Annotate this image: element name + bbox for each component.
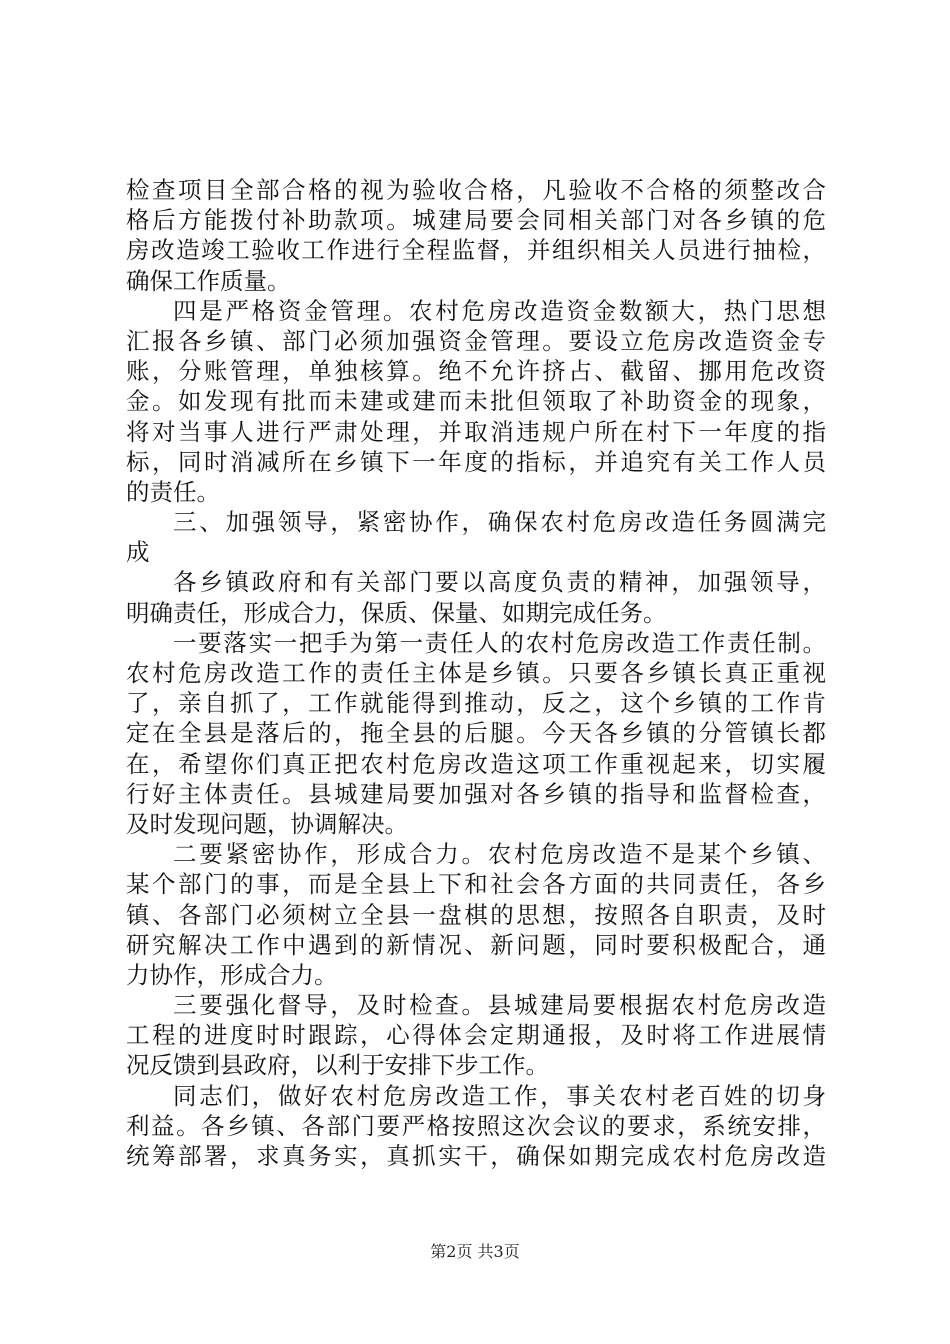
text-line: 工程的进度时时跟踪，心得体会定期通报，及时将工作进展情 xyxy=(126,1021,826,1050)
text-line: 格后方能拨付补助款项。城建局要会同相关部门对各乡镇的危 xyxy=(126,206,826,235)
text-line: 账，分账管理，单独核算。绝不允许挤占、截留、挪用危改资 xyxy=(126,357,826,386)
text-line: 统筹部署，求真务实，真抓实干，确保如期完成农村危房改造 xyxy=(126,1142,826,1170)
document-body xyxy=(126,175,826,1171)
text-line: 镇、各部门必须树立全县一盘棋的思想，按照各自职责，及时 xyxy=(126,900,826,929)
text-line: 明确责任，形成合力，保质、保量、如期完成任务。 xyxy=(126,598,667,627)
text-line: 在，希望你们真正把农村危房改造这项工作重视起来，切实履 xyxy=(126,749,826,778)
text-line: 研究解决工作中遇到的新情况、新问题，同时要积极配合，通 xyxy=(126,930,826,959)
text-line: 行好主体责任。县城建局要加强对各乡镇的指导和监督检查， xyxy=(126,779,826,808)
text-line: 了，亲自抓了，工作就能得到推动，反之，这个乡镇的工作肯 xyxy=(126,689,826,718)
text-line: 某个部门的事，而是全县上下和社会各方面的共同责任，各乡 xyxy=(126,870,826,899)
text-line: 及时发现问题，协调解决。 xyxy=(126,809,408,838)
text-line: 三、加强领导，紧密协作，确保农村危房改造任务圆满完 xyxy=(173,508,826,537)
text-line: 四是严格资金管理。农村危房改造资金数额大，热门思想 xyxy=(173,296,826,325)
text-line: 汇报各乡镇、部门必须加强资金管理。要设立危房改造资金专 xyxy=(126,326,826,355)
text-line: 二要紧密协作，形成合力。农村危房改造不是某个乡镇、 xyxy=(173,840,826,869)
text-line: 房改造竣工验收工作进行全程监督，并组织相关人员进行抽检， xyxy=(126,236,826,265)
text-line: 三要强化督导，及时检查。县城建局要根据农村危房改造 xyxy=(173,991,826,1020)
text-line: 况反馈到县政府，以利于安排下步工作。 xyxy=(126,1051,549,1080)
text-line: 一要落实一把手为第一责任人的农村危房改造工作责任制。 xyxy=(173,628,826,657)
text-line: 金。如发现有批而未建或建而未批但领取了补助资金的现象， xyxy=(126,387,826,416)
text-line: 检查项目全部合格的视为验收合格，凡验收不合格的须整改合 xyxy=(126,176,826,204)
text-line: 各乡镇政府和有关部门要以高度负责的精神，加强领导， xyxy=(173,568,826,597)
text-line: 农村危房改造工作的责任主体是乡镇。只要各乡镇长真正重视 xyxy=(126,659,826,687)
text-line: 同志们，做好农村危房改造工作，事关农村老百姓的切身 xyxy=(173,1081,826,1110)
text-line: 定在全县是落后的，拖全县的后腿。今天各乡镇的分管镇长都 xyxy=(126,719,826,748)
text-line: 成 xyxy=(126,538,150,567)
text-line: 的责任。 xyxy=(126,477,220,506)
text-line: 力协作，形成合力。 xyxy=(126,960,338,989)
page-footer: 第2页 共3页 xyxy=(430,1242,520,1261)
text-line: 标，同时消减所在乡镇下一年度的指标，并追究有关工作人员 xyxy=(126,447,826,476)
text-line: 将对当事人进行严肃处理，并取消违规户所在村下一年度的指 xyxy=(126,417,826,446)
text-line: 确保工作质量。 xyxy=(126,266,291,295)
text-line: 利益。各乡镇、各部门要严格按照这次会议的要求，系统安排， xyxy=(126,1111,826,1140)
